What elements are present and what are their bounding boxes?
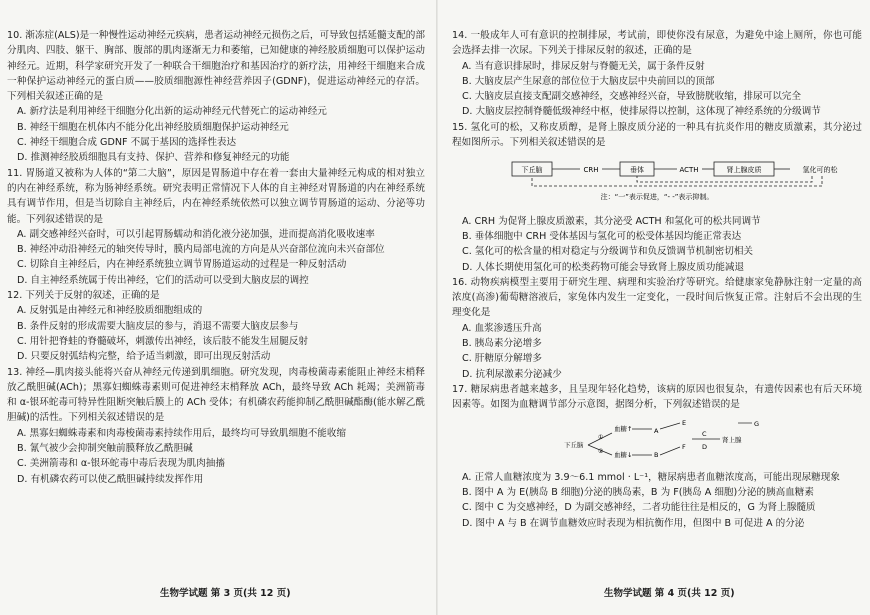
question-13 bbox=[7, 365, 425, 487]
label-hypothalamus: 下丘脑 bbox=[564, 440, 584, 449]
option-a: A. 副交感神经兴奋时，可以引起胃肠蠕动和消化液分泌加强，进而提高消化吸收速率 bbox=[17, 228, 375, 240]
question-11 bbox=[7, 166, 425, 288]
option-b: B. 胰岛素分泌增多 bbox=[462, 338, 542, 350]
label-1: ① bbox=[598, 433, 604, 441]
option-c: C. 氢化可的松含量的相对稳定与分级调节和负反馈调节机制密切相关 bbox=[462, 246, 754, 258]
option-d: D. 图中 A 与 B 在调节血糖效应时表现为相抗衡作用，但图中 B 可促进 A 的分泌 bbox=[462, 517, 805, 529]
question-stem: 14. 一般成年人可有意识的控制排尿，考试前，即使你没有尿意，为避免中途上厕所，你也可能会选择去排一次尿。下列关于排尿反射的叙述，正确的是 bbox=[452, 30, 862, 57]
question-17 bbox=[452, 382, 862, 531]
node-adrenal-cortex: 肾上腺皮质 bbox=[726, 166, 762, 175]
label-d: D bbox=[702, 442, 708, 451]
feedback-line-outer bbox=[532, 176, 822, 186]
option-d: D. 人体长期使用氢化可的松类药物可能会导致肾上腺皮质功能减退 bbox=[462, 261, 745, 273]
feedback-line-inner bbox=[637, 176, 812, 182]
option-d: D. 自主神经系统属于传出神经，它们的活动可以受到大脑皮层的调控 bbox=[17, 274, 309, 286]
option-d: D. 抗利尿激素分泌减少 bbox=[462, 368, 562, 380]
option-c: C. 图中 C 为交感神经，D 为副交感神经，二者功能往往是相反的，G 为肾上腺髓质 bbox=[462, 502, 816, 514]
option-c: C. 用针把脊蛙的脊髓破坏，刺激传出神经，该后肢不能发生屈腿反射 bbox=[17, 335, 309, 347]
diagram-legend: 注：“一”表示促进，“- -”表示抑制。 bbox=[600, 193, 714, 202]
option-c: C. 大脑皮层直接支配副交感神经，交感神经兴奋，导致膀胱收缩，排尿可以完全 bbox=[462, 91, 801, 103]
page-divider bbox=[436, 0, 438, 615]
label-adrenal: 肾上腺 bbox=[722, 435, 742, 444]
label-f: F bbox=[682, 442, 686, 451]
option-c: C. 肝糖原分解增多 bbox=[462, 353, 542, 365]
question-stem: 13. 神经—肌肉接头能将兴奋从神经元传递到肌细胞。研究发现，肉毒梭菌毒素能阻止神经末梢释放乙酰胆碱(ACh)；黑寡妇蜘蛛毒素则可促进神经末梢释放 ACh，最终导致 ACh 耗竭；美洲箭毒和 α-银环蛇毒可特异性阻断突触后膜上的 ACh 受体；有机磷农药能抑制乙酰胆碱酯酶(能水解乙酰胆碱)的活性。下列相关叙述错误的是 bbox=[7, 366, 425, 424]
option-a: A. 反射弧是由神经元和神经胶质细胞组成的 bbox=[17, 305, 203, 317]
page-footer-right: 生物学试题 第 4 页(共 12 页) bbox=[604, 588, 735, 599]
option-c: C. 切除自主神经后，内在神经系统独立调节胃肠道运动的过程是一种反射活动 bbox=[17, 259, 347, 271]
option-d: D. 只要反射弧结构完整，给予适当刺激，即可出现反射活动 bbox=[17, 351, 271, 363]
node-acth: ACTH bbox=[679, 166, 699, 175]
option-c: C. 神经干细胞合成 GDNF 不属于基因的选择性表达 bbox=[17, 137, 237, 149]
question-12 bbox=[7, 288, 425, 364]
question-10 bbox=[7, 28, 425, 166]
question-stem: 11. 胃肠道又被称为人体的“第二大脑”，原因是胃肠道中存在着一套由大量神经元构成的相对独立的内在神经系统，称为肠神经系统。研究表明正常情况下人体的自主神经对胃肠道的内在神经系统具有调节作用，但是当切除自主神经后，内在神经系统依然可以独立调节胃肠道的运动、分泌等功能。下列叙述错误的是 bbox=[7, 167, 425, 225]
option-a: A. 当有意识排尿时，排尿反射与脊髓无关，属于条件反射 bbox=[462, 60, 705, 72]
option-a: A. 黑寡妇蜘蛛毒素和肉毒梭菌毒素持续作用后，最终均可导致肌细胞不能收缩 bbox=[17, 427, 347, 439]
page-4-column bbox=[452, 28, 862, 531]
option-a: A. CRH 为促肾上腺皮质激素，其分泌受 ACTH 和氢化可的松共同调节 bbox=[462, 215, 761, 227]
arrow-line bbox=[660, 423, 680, 429]
option-a: A. 正常人血糖浓度为 3.9～6.1 mmol · L⁻¹，糖尿病患者血糖浓度高，可能出现尿糖现象 bbox=[462, 471, 840, 483]
label-2: ② bbox=[598, 447, 604, 455]
label-glucose-down: 血糖↓ bbox=[614, 450, 633, 459]
node-crh: CRH bbox=[583, 166, 599, 175]
label-g: G bbox=[754, 419, 760, 428]
option-a: A. 血浆渗透压升高 bbox=[462, 322, 542, 334]
node-pituitary: 垂体 bbox=[630, 166, 644, 175]
option-b: B. 神经干细胞在机体内不能分化出神经胶质细胞保护运动神经元 bbox=[17, 121, 289, 133]
option-b: B. 大脑皮层产生尿意的部位位于大脑皮层中央前回以的顶部 bbox=[462, 75, 715, 87]
option-b: B. 垂体细胞中 CRH 受体基因与氢化可的松受体基因均能正常表达 bbox=[462, 230, 742, 242]
blood-glucose-diagram bbox=[452, 417, 862, 461]
question-15 bbox=[452, 120, 862, 275]
hormone-axis-diagram bbox=[452, 154, 862, 204]
label-a: A bbox=[654, 426, 659, 435]
label-b: B bbox=[654, 450, 659, 459]
label-glucose-up: 血糖↑ bbox=[614, 424, 633, 433]
option-d: D. 大脑皮层控制脊髓低级神经中枢，使排尿得以控制，这体现了神经系统的分级调节 bbox=[462, 106, 821, 118]
label-c: C bbox=[702, 429, 707, 438]
question-14 bbox=[452, 28, 862, 120]
question-stem: 10. 渐冻症(ALS)是一种慢性运动神经元疾病，患者运动神经元损伤之后，可导致包括延髓支配的部分肌肉、四肢、躯干、胸部、腹部的肌肉逐渐无力和萎缩，已知健康的神经胶质细胞可以保护运动神经元。近期，科学家研究开发了一种联合干细胞治疗和基因治疗的新疗法，用神经干细胞来合成一种保护运动神经元的蛋白质——胶质细胞源性神经营养因子(GDNF)，促进运动神经元的存活。下列相关叙述正确的是 bbox=[7, 30, 425, 103]
question-stem: 12. 下列关于反射的叙述，正确的是 bbox=[7, 290, 160, 302]
question-stem: 15. 氢化可的松，又称皮质醇，是肾上腺皮质分泌的一种具有抗炎作用的糖皮质激素，其分泌过程如图所示。下列相关叙述错误的是 bbox=[452, 121, 862, 149]
option-b: B. 神经冲动沿神经元的轴突传导时，膜内局部电流的方向是从兴奋部位流向未兴奋部位 bbox=[17, 244, 385, 256]
arrow-line bbox=[660, 447, 680, 455]
page-footer-left: 生物学试题 第 3 页(共 12 页) bbox=[160, 588, 291, 599]
option-b: B. 条件反射的形成需要大脑皮层的参与，消退不需要大脑皮层参与 bbox=[17, 320, 299, 332]
page-3-column bbox=[7, 28, 425, 487]
label-e: E bbox=[682, 418, 687, 427]
option-b: B. 图中 A 为 E(胰岛 B 细胞)分泌的胰岛素，B 为 F(胰岛 A 细胞)分泌的胰高血糖素 bbox=[462, 487, 814, 499]
question-16 bbox=[452, 275, 862, 382]
question-stem: 17. 糖尿病患者越来越多，且呈现年轻化趋势，该病的原因也很复杂，有遗传因素也有后天环境因素等。如图为血糖调节部分示意图，据图分析，下列叙述错误的是 bbox=[452, 383, 862, 411]
option-b: B. 氰气被少会抑制突触前膜释放乙酰胆碱 bbox=[17, 443, 193, 455]
option-d: D. 有机磷农药可以使乙酰胆碱持续发挥作用 bbox=[17, 473, 204, 485]
option-a: A. 新疗法是利用神经干细胞分化出新的运动神经元代替死亡的运动神经元 bbox=[17, 106, 327, 118]
option-c: C. 美洲箭毒和 α-银环蛇毒中毒后表现为肌肉抽搐 bbox=[17, 458, 225, 470]
node-hydrocortisone: 氢化可的松 bbox=[802, 166, 838, 175]
option-d: D. 推测神经胶质细胞具有支持、保护、营养和修复神经元的功能 bbox=[17, 152, 290, 164]
question-stem: 16. 动物疾病模型主要用于研究生理、病理和实验治疗等研究。给健康家兔静脉注射一定量的高浓度(高渗)葡萄糖溶液后，家兔体内发生一定变化，一段时间后恢复正常。注射后不会出现的生理变化是 bbox=[452, 276, 862, 319]
node-hypothalamus: 下丘脑 bbox=[521, 166, 543, 175]
